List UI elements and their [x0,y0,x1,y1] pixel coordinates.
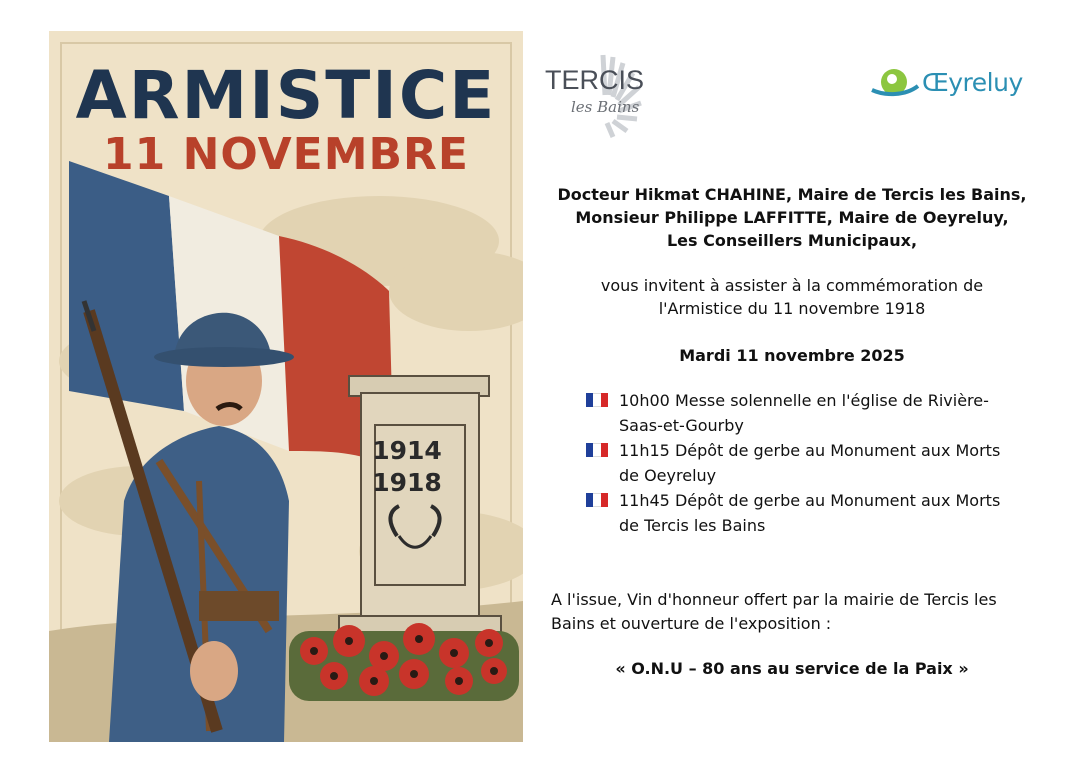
program-item-line: de Tercis les Bains [619,516,766,535]
program-item-line: 11h45 Dépôt de gerbe au Monument aux Morts [619,491,1001,510]
hosts-block [547,183,1037,252]
armistice-poster [49,31,523,742]
closing-line: Bains et ouverture de l'exposition : [551,614,832,633]
tercis-logo-text: TERCIS [545,65,645,95]
invitation-line: vous invitent à assister à la commémoration de [600,276,984,295]
monument-year-start: 1914 [372,436,442,465]
french-flag-icon [586,443,608,457]
oeyreluy-logo-text: Œyreluy [922,68,1023,97]
invitation-line: l'Armistice du 11 novembre 1918 [658,299,926,318]
program-item-line: 10h00 Messe solennelle en l'église de Rivière- [619,391,989,410]
exhibition-title: « O.N.U – 80 ans au service de la Paix » [615,659,969,678]
oeyreluy-logo [870,66,1030,106]
monument-year-end: 1918 [372,468,442,497]
war-memorial [339,376,501,646]
host-line: Les Conseillers Municipaux, [666,231,918,250]
poppy-flowers [289,623,519,701]
poster-title-armistice: ARMISTICE [75,57,497,134]
french-flag-icon [586,493,608,507]
program-item-line: Saas-et-Gourby [619,416,744,435]
host-line: Monsieur Philippe LAFFITTE, Maire de Oeyreluy, [575,208,1009,227]
program-item-line: de Oeyreluy [619,466,717,485]
tercis-logo-subtext: les Bains [571,98,640,116]
invitation-sentence [547,274,1037,320]
host-line: Docteur Hikmat CHAHINE, Maire de Tercis les Bains, [557,185,1027,204]
globe-swoosh-icon [870,66,920,106]
french-flag-icon [586,393,608,407]
poster-title-date: 11 NOVEMBRE [103,129,469,180]
closing-line: A l'issue, Vin d'honneur offert par la mairie de Tercis les [551,590,997,609]
closing-paragraph [551,588,1051,636]
program-item-line: 11h15 Dépôt de gerbe au Monument aux Morts [619,441,1001,460]
monument-years [365,435,449,499]
event-date: Mardi 11 novembre 2025 [679,346,905,365]
tercis-les-bains-logo [541,45,651,140]
